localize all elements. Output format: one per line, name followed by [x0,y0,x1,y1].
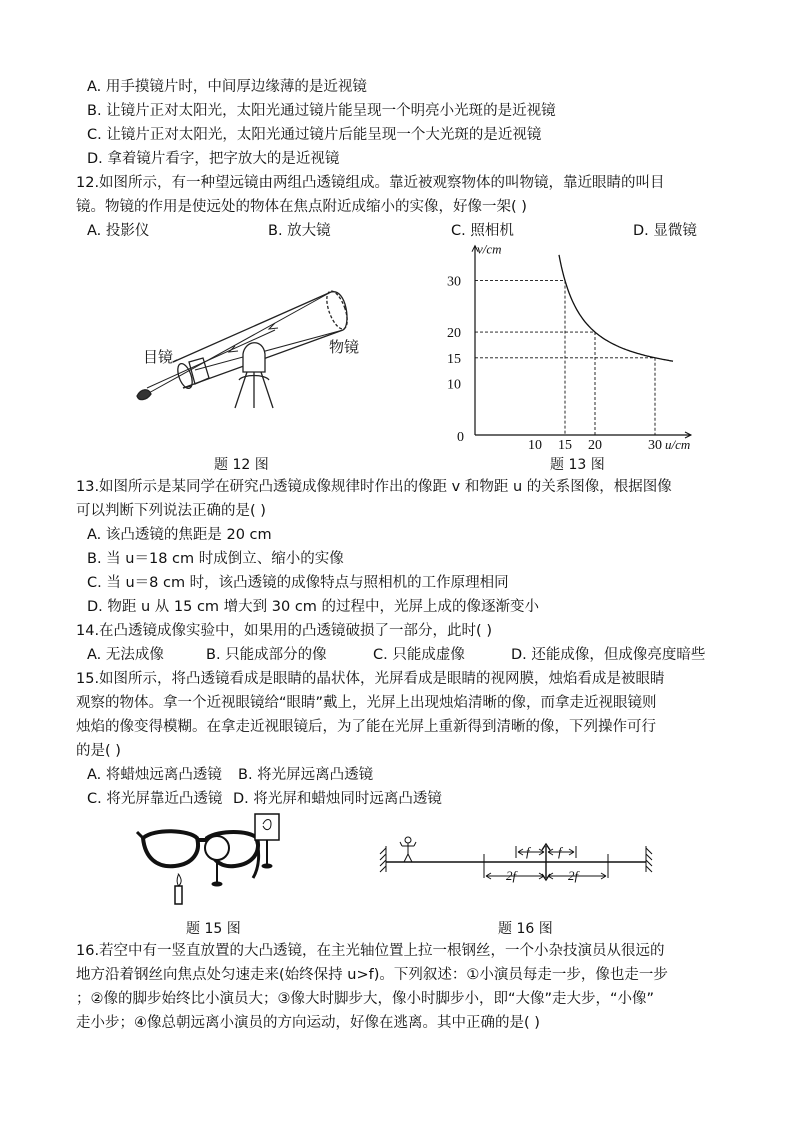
y-tick-label: 20 [447,326,461,342]
objective-label: 物镜 [329,338,360,356]
tripod [243,343,265,372]
q14-option-d: D. 还能成像，但成像亮度暗些 [511,647,706,663]
eyepiece-label: 目镜 [143,348,174,366]
q12-option-d: D. 显微镜 [633,223,697,239]
q15-stem-line4: 的是( ) [76,743,121,759]
left-wall [380,846,386,872]
figure-15-caption: 题 15 图 [186,921,241,937]
telescope-figure [125,270,385,420]
eyepiece-lens [175,362,195,391]
q12-stem-line2: 镜。物镜的作用是使远处的物体在焦点附近成缩小的实像，好像一架( ) [76,199,527,215]
y-axis-label: v/cm [477,241,502,257]
q13-option-b: B. 当 u＝18 cm 时成倒立、缩小的实像 [87,551,344,567]
q15-stem-line1: 15.如图所示，将凸透镜看成是眼睛的晶状体，光屏看成是眼睛的视网膜，烛焰看成是被眼睛 [76,671,665,687]
screen [255,814,279,840]
guide-line [475,332,595,435]
x-tick-label: 30 [648,438,662,453]
right-wall [646,846,652,872]
x-tick-label: 10 [528,438,542,453]
q16-stem-line4: 走小步；④像总朝远离小演员的方向运动，好像在逃离。其中正确的是( ) [76,1015,540,1031]
y-tick-label: 15 [447,351,461,367]
label-2f-left: 2f [506,868,517,883]
q13-stem-line2: 可以判断下列说法正确的是( ) [76,503,266,519]
glasses-figure [135,812,295,912]
convex-lens [205,836,229,860]
q15-option-c: C. 将光屏靠近凸透镜 [87,791,223,807]
q12-stem-line1: 12.如图所示，有一种望远镜由两组凸透镜组成。靠近被观察物体的叫物镜，靠近眼睛的叫目 [76,175,665,191]
q14-stem-line1: 14.在凸透镜成像实验中，如果用的凸透镜破损了一部分，此时( ) [76,623,492,639]
q15-stem-line3: 烛焰的像变得模糊。在拿走近视眼镜后，为了能在光屏上重新得到清晰的像，下列操作可行 [76,719,656,735]
q11-option-b: B. 让镜片正对太阳光，太阳光通过镜片能呈现一个明亮小光斑的是近视镜 [87,103,556,119]
label-f-right: f [558,844,562,859]
q13-stem-line1: 13.如图所示是某同学在研究凸透镜成像规律时作出的像距 v 和物距 u 的关系图像，根据图像 [76,479,672,495]
light-ray-2 [195,330,343,370]
q11-option-d: D. 拿着镜片看字，把字放大的是近视镜 [87,151,340,167]
acrobat-icon [405,837,411,843]
origin-label: 0 [457,430,464,445]
vu-graph [415,240,695,455]
q14-option-b: B. 只能成部分的像 [206,647,327,663]
x-tick-label: 20 [588,438,602,453]
q16-stem-line3: ；②像的脚步始终比小演员大；③像大时脚步大，像小时脚步小，即“大像”走大步，“小像” [76,991,655,1007]
q16-stem-line2: 地方沿着钢丝向焦点处匀速走来(始终保持 u>f)。下列叙述：①小演员每走一步，像也走一步 [76,967,668,983]
q12-option-b: B. 放大镜 [268,223,331,239]
q12-option-a: A. 投影仪 [87,223,150,239]
x-tick-label: 15 [558,438,572,453]
figure-13-caption: 题 13 图 [550,457,605,473]
label-2f-right: 2f [568,868,579,883]
q11-option-c: C. 让镜片正对太阳光，太阳光通过镜片后能呈现一个大光斑的是近视镜 [87,127,542,143]
light-ray-1 [147,292,331,394]
q14-option-c: C. 只能成虚像 [373,647,465,663]
x-axis-label: u/cm [665,437,691,452]
q15-option-b: B. 将光屏远离凸透镜 [238,767,374,783]
q13-option-d: D. 物距 u 从 15 cm 增大到 30 cm 的过程中，光屏上成的像逐渐变小 [87,599,540,615]
q11-option-a: A. 用手摸镜片时，中间厚边缘薄的是近视镜 [87,79,367,95]
q15-stem-line2: 观察的物体。拿一个近视眼镜给“眼睛”戴上，光屏上出现烛焰清晰的像，而拿走近视眼镜则 [76,695,657,711]
y-tick-label: 10 [447,377,461,393]
q15-option-a: A. 将蜡烛远离凸透镜 [87,767,222,783]
q14-option-a: A. 无法成像 [87,647,164,663]
label-f-left: f [526,844,530,859]
q13-option-a: A. 该凸透镜的焦距是 20 cm [87,527,272,543]
glasses-left-lens [143,831,198,866]
y-tick-label: 30 [447,274,461,290]
figure-12-caption: 题 12 图 [214,457,269,473]
candle-icon [175,886,182,904]
q12-option-c: C. 照相机 [451,223,514,239]
eye-icon [137,390,151,400]
q13-option-c: C. 当 u＝8 cm 时，该凸透镜的成像特点与照相机的工作原理相同 [87,575,509,591]
tightrope-lens-figure [378,832,658,892]
figure-16-caption: 题 16 图 [498,921,553,937]
series-line-v-u [559,255,673,361]
q16-stem-line1: 16.若空中有一竖直放置的大凸透镜，在主光轴位置上拉一根钢丝，一个小杂技演员从很远的 [76,943,665,959]
objective-lens [323,288,352,331]
q15-option-d: D. 将光屏和蜡烛同时远离凸透镜 [233,791,442,807]
